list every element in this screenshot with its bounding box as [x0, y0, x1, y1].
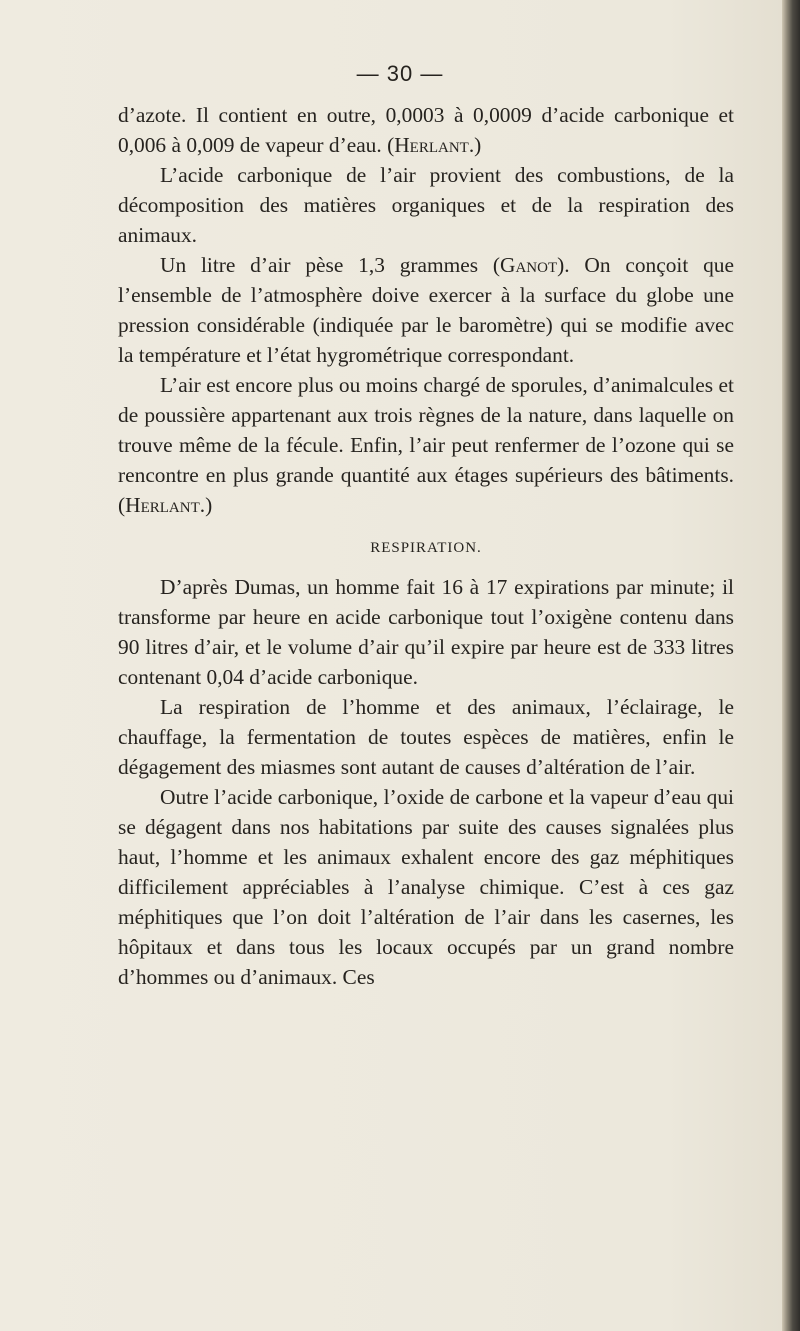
text-run: L’air est encore plus ou moins chargé de sporules, d’animalcules et de poussière appartenant aux trois règnes de la nature, dans laquelle on trouve même de la fécule. Enfin, l’air peut renfermer de l’ozone qui se rencontre en plus grande quantité aux étages supérieurs des bâtiments. ( [118, 373, 734, 517]
paragraph [118, 692, 734, 782]
paragraph [118, 160, 734, 250]
page-body [118, 100, 734, 992]
text-run: ). On conçoit que l’ensemble de l’atmosphère doive exercer à la surface du globe une pression considérable (indiquée par le baromètre) qui se modifie avec la température et l’état hygrométrique correspondant. [118, 253, 734, 367]
paragraph [118, 100, 734, 160]
text-run: D’après Dumas, un homme fait 16 à 17 expirations par minute; il transforme par heure en acide carbonique tout l’oxigène contenu dans 90 litres d’air, et le volume d’air qu’il expire par heure est de 333 litres contenant 0,04 d’acide carbonique. [118, 575, 734, 689]
text-run: La respiration de l’homme et des animaux, l’éclairage, le chauffage, la fermentation de toutes espèces de matières, enfin le dégagement des miasmes sont autant de causes d’altération de l’air. [118, 695, 734, 779]
text-run: .) [468, 133, 482, 157]
author-name: Ganot [500, 253, 558, 277]
text-run: .) [199, 493, 213, 517]
text-run: L’acide carbonique de l’air provient des combustions, de la décomposition des matières organiques et de la respiration des animaux. [118, 163, 734, 247]
page-edge-shadow [782, 0, 800, 1331]
text-run: Un litre d’air pèse 1,3 grammes ( [160, 253, 501, 277]
text-run: Outre l’acide carbonique, l’oxide de carbone et la vapeur d’eau qui se dégagent dans nos habitations par suite des causes signalées plus haut, l’homme et les animaux exhalent encore des gaz méphitiques difficilement appréciables à l’analyse chimique. C’est à ces gaz méphitiques que l’on doit l’altération de l’air dans les casernes, les hôpitaux et dans tous les locaux occupés par un grand nombre d’hommes ou d’animaux. Ces [118, 785, 734, 989]
text-run: RESPIRATION. [370, 540, 482, 556]
text-run: d’azote. Il contient en outre, 0,0003 à 0,0009 d’acide carbonique et 0,006 à 0,009 de vapeur d’eau. ( [118, 103, 734, 157]
paragraph [118, 250, 734, 370]
author-name: Herlant [125, 493, 200, 517]
section-heading [118, 536, 734, 560]
author-name: Herlant [394, 133, 469, 157]
paragraph [118, 572, 734, 692]
paragraph [118, 370, 734, 520]
paragraph [118, 782, 734, 992]
page-number: — 30 — [356, 61, 444, 86]
